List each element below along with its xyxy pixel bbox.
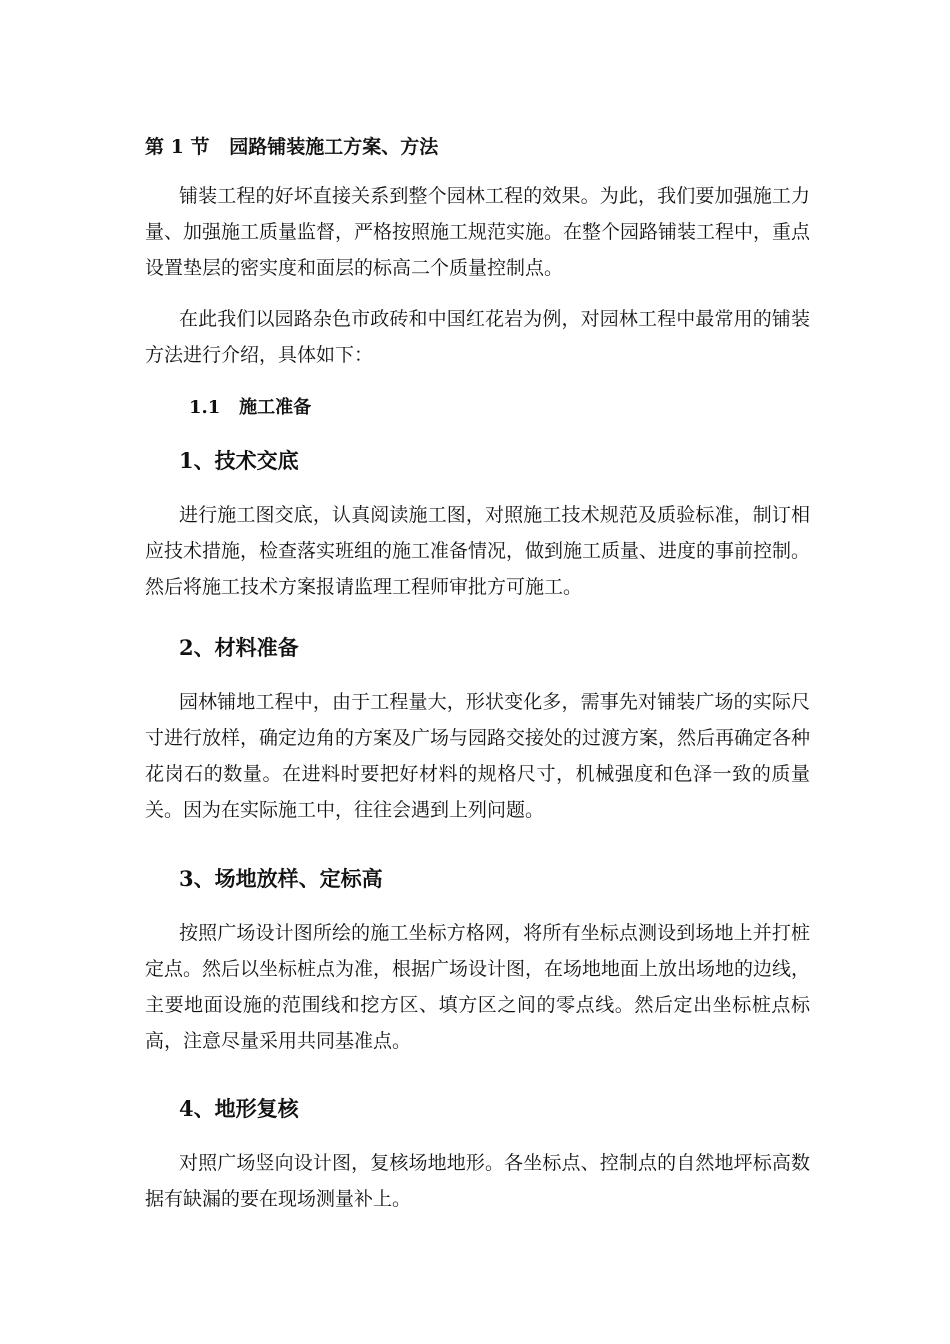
paragraph-technical-briefing: 进行施工图交底，认真阅读施工图，对照施工技术规范及质验标准，制订相应技术措施，检查落实班组的施工准备情况，做到施工质量、进度的事前控制。然后将施工技术方案报请监理工程师审批方可施工。 — [145, 504, 811, 598]
heading-material-preparation: 2、材料准备 — [179, 635, 299, 660]
section-title: 第 1 节 园路铺装施工方案、方法 — [145, 136, 439, 158]
paragraph-method: 在此我们以园路杂色市政砖和中国红花岩为例，对园林工程中最常用的铺装方法进行介绍，具体如下： — [145, 308, 810, 366]
paragraph-terrain-review: 对照广场竖向设计图，复核场地地形。各坐标点、控制点的自然地坪标高数据有缺漏的要在现场测量补上。 — [145, 1152, 810, 1210]
paragraph-site-layout: 按照广场设计图所绘的施工坐标方格网，将所有坐标点测设到场地上并打桩定点。然后以坐标桩点为准，根据广场设计图，在场地地面上放出场地的边线，主要地面设施的范围线和挖方区、填方区之间的零点线。然后定出坐标桩点标高，注意尽量采用共同基准点。 — [145, 922, 811, 1052]
heading-site-layout: 3、场地放样、定标高 — [179, 866, 383, 891]
paragraph-material-preparation: 园林铺地工程中，由于工程量大，形状变化多，需事先对铺装广场的实际尺寸进行放样，确定边角的方案及广场与园路交接处的过渡方案，然后再确定各种花岗石的数量。在进料时要把好材料的规格尺寸，机械强度和色泽一致的质量关。因为在实际施工中，往往会遇到上列问题。 — [145, 691, 811, 821]
subsection-title: 1.1 施工准备 — [189, 397, 312, 418]
paragraph-intro: 铺装工程的好坏直接关系到整个园林工程的效果。为此，我们要加强施工力量、加强施工质量监督，严格按照施工规范实施。在整个园路铺装工程中，重点设置垫层的密实度和面层的标高二个质量控制点。 — [145, 185, 811, 279]
heading-terrain-review: 4、地形复核 — [179, 1096, 299, 1121]
heading-technical-briefing: 1、技术交底 — [179, 448, 299, 473]
